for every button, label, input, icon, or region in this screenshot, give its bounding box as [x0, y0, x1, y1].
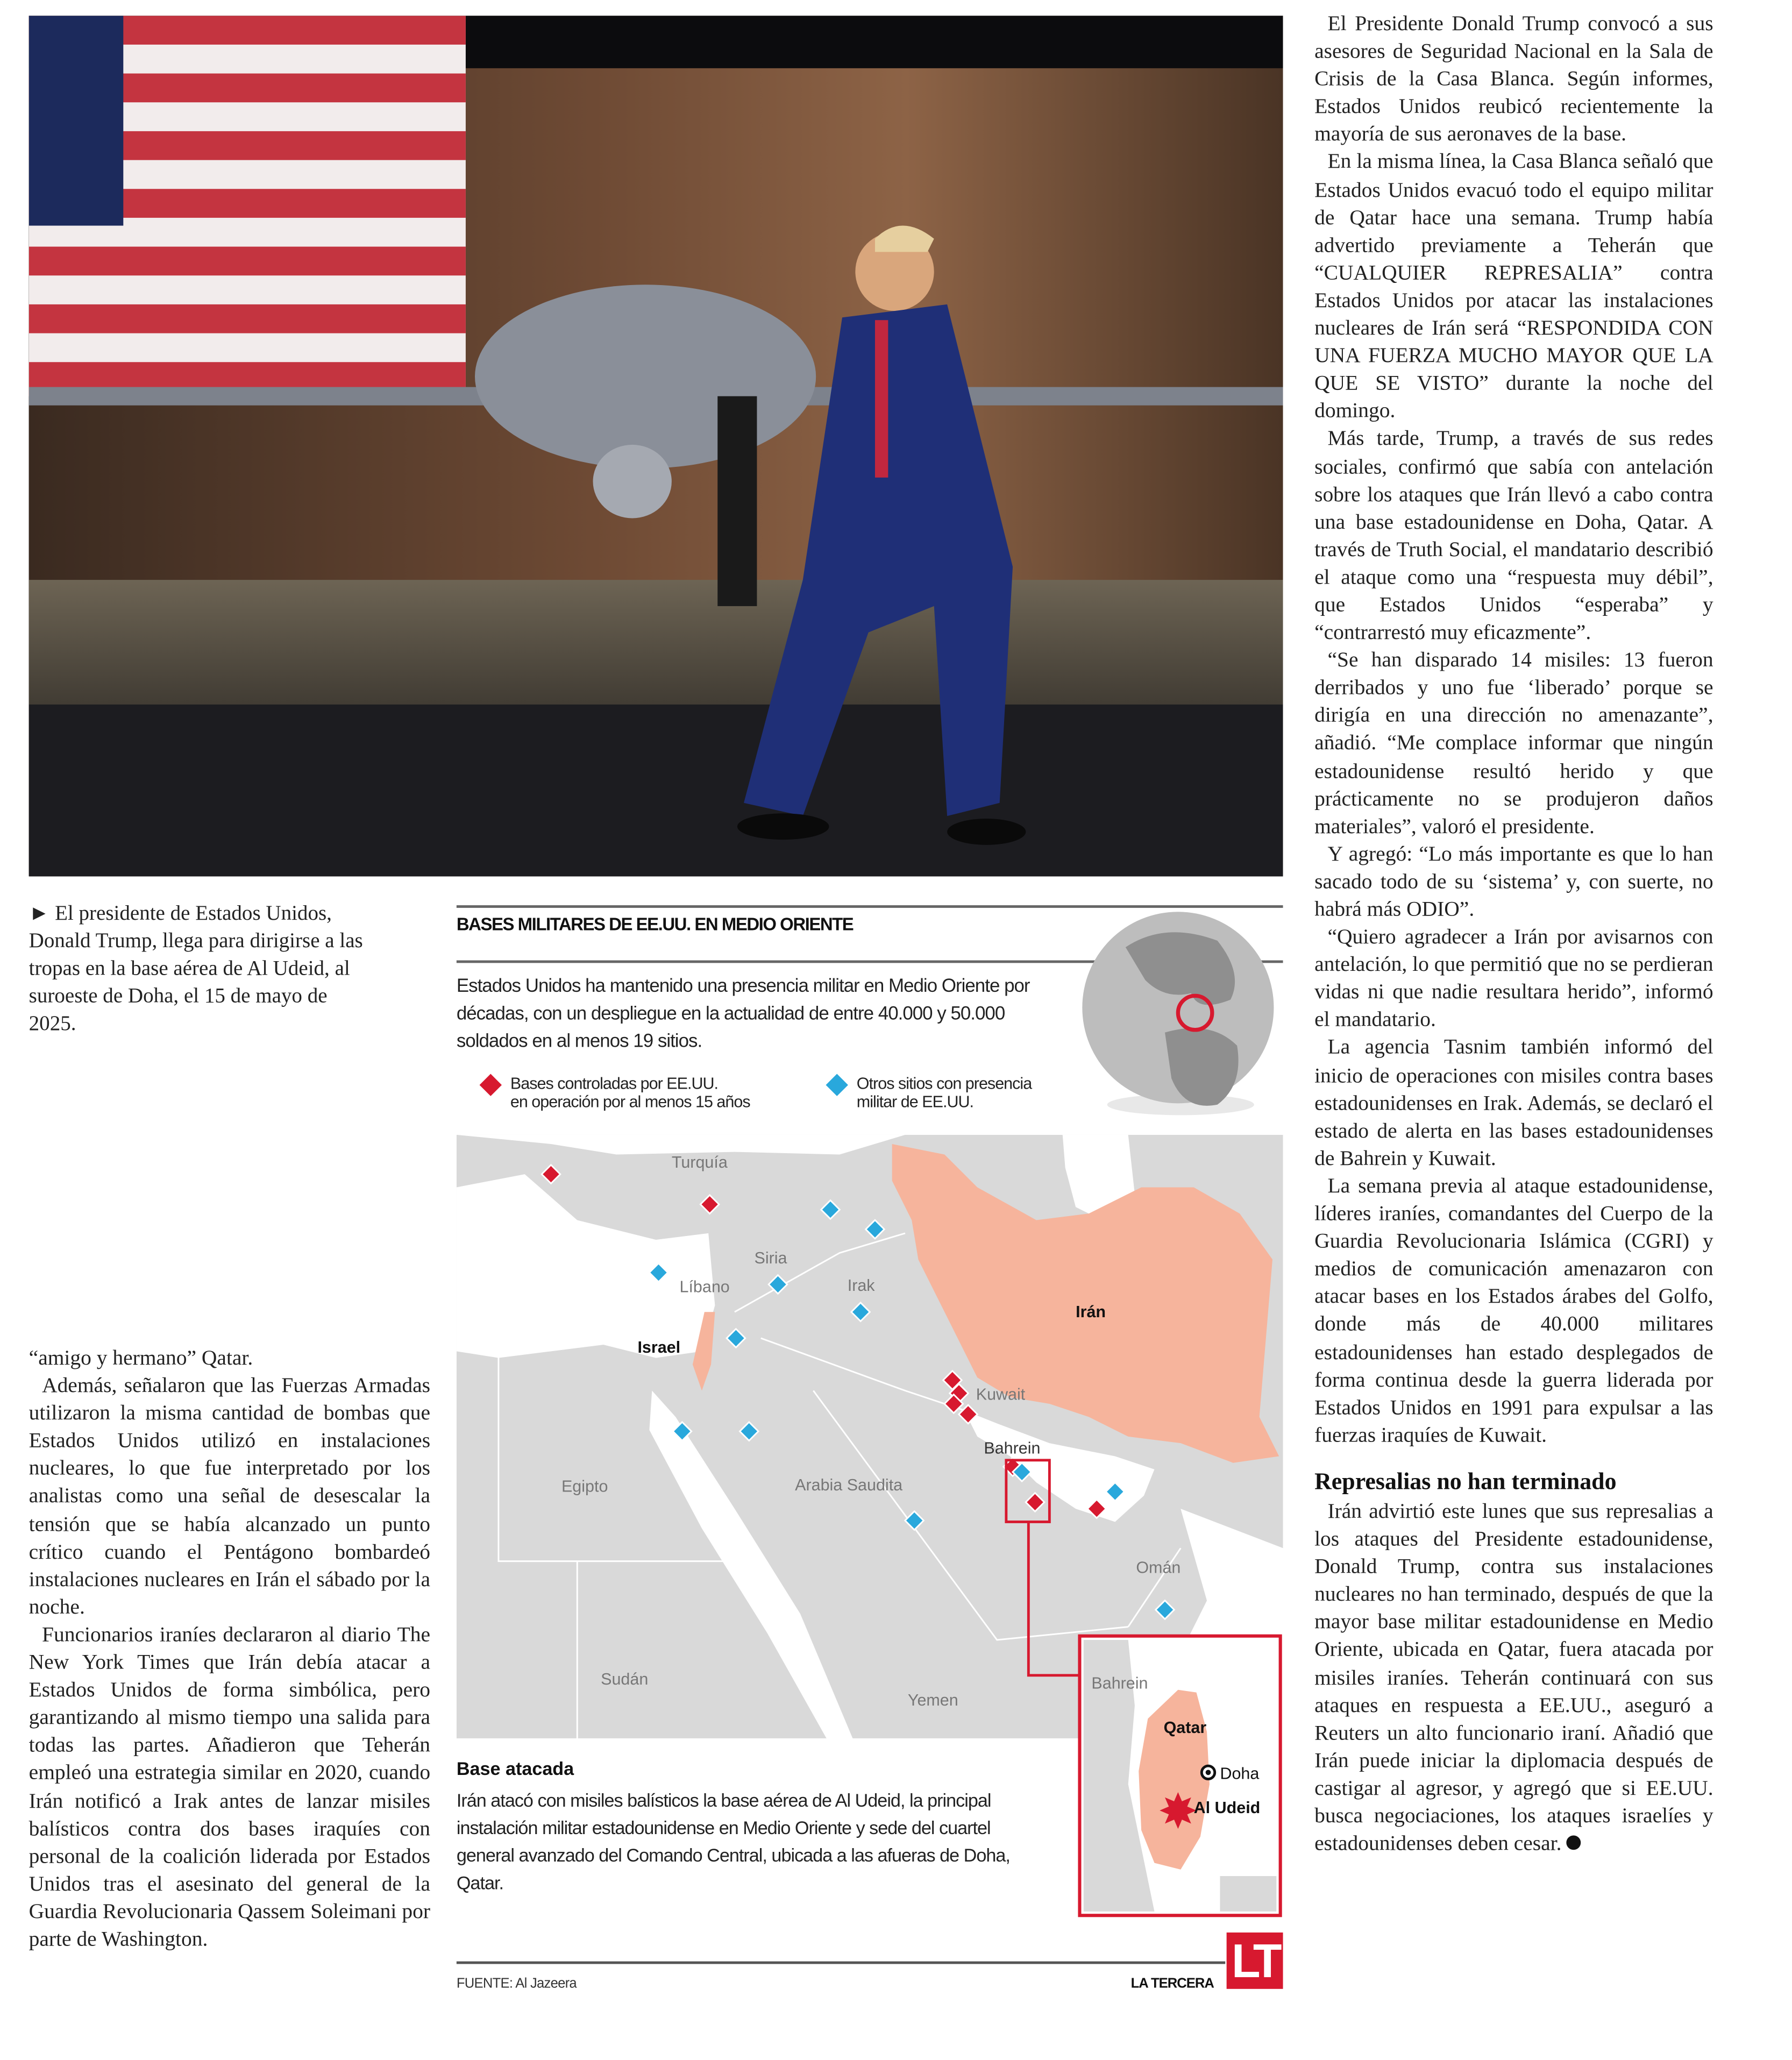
source-note: FUENTE: Al Jazeera [456, 1976, 577, 1992]
publisher-name: LA TERCERA [1130, 1976, 1214, 1992]
label-libano: Líbano [679, 1277, 730, 1296]
base-atacada-text: Irán atacó con misiles balísticos la base aérea de Al Udeid, la principal instalación militar estadounidense en Medio Oriente y sede del cuartel general avanzado del Comando Central, ubicada a las afueras de Doha, Qatar. [456, 1789, 1010, 1893]
photo-caption [29, 900, 367, 1038]
infographic-title: BASES MILITARES DE EE.UU. EN MEDIO ORIENTE [456, 914, 854, 934]
qatar-inset [1079, 1636, 1280, 1916]
label-egipto: Egipto [561, 1477, 608, 1496]
subheading: Represalias no han terminado [1314, 1468, 1617, 1494]
caption-marker: ► [29, 903, 50, 925]
paragraph: Además, señalaron que las Fuerzas Armadas utilizaron la misma cantidad de bombas que Estados Unidos utilizó en instalaciones nucleares, lo que fue interpretado por los analistas como una señal de desescalar la tensión que se había alcanzado un punto crítico cuando el Pentágono bombardeó instalaciones nucleares en Irán el sábado por la noche. [29, 1374, 431, 1619]
inset-label-doha: Doha [1220, 1764, 1260, 1783]
photo-trump-drone [29, 16, 1283, 876]
legend-us-bases [483, 1075, 750, 1111]
us-flag [29, 16, 466, 396]
left-column-article [29, 1345, 430, 1954]
la-tercera-logo: LT [1227, 1933, 1283, 1989]
divider [457, 1962, 1225, 1964]
paragraph-text: Irán advirtió este lunes que sus represalias a los ataques del Presidente estadounidense, Donald Trump, contra sus instalaciones nucleares no han terminado, después de que la mayor base militar estadounidense en Medio Oriente, ubicada en Qatar, fuera atacada por misiles iraníes. Teherán continuará con sus ataques en respuesta a EE.UU., aseguró a Reuters un alto funcionario iraní. Añadió que Irán puede iniciar la diplomacia después de castigar al agresor, y agregó que si EE.UU. busca negociaciones, los ataques israelíes y estadounidenses deben cesar. [1314, 1499, 1713, 1856]
label-sudan: Sudán [601, 1670, 649, 1688]
label-turquia: Turquía [671, 1153, 728, 1171]
paragraph: “Se han disparado 14 misiles: 13 fueron derribados y uno fue ‘liberado’ porque se dirigía en una dirección no amenazante”, añadió. “Me complace informar que ningún estadounidense resultó herido y que prácticamente no se produjeron daños materiales”, valoró el presidente. [1314, 648, 1713, 838]
paragraph: “amigo y hermano” Qatar. [29, 1346, 253, 1370]
globe-locator [1073, 908, 1283, 1131]
legend-label: Otros sitios con presencia [856, 1074, 1032, 1093]
inset-label-al-udeid: Al Udeid [1193, 1798, 1261, 1817]
paragraph: Más tarde, Trump, a través de sus redes sociales, confirmó que sabía con antelación sobre los ataques que Irán llevó a cabo contra una base estadounidense en Doha, Qatar. A través de Truth Social, el mandatario describió el ataque como una “respuesta muy débil”, que Estados Unidos “esperaba” y “contrarrestó muy eficazmente”. [1314, 427, 1713, 644]
caption-text: El presidente de Estados Unidos, Donald Trump, llega para dirigirse a las tropas en la base aérea de Al Udeid, al suroeste de Doha, el 15 de mayo de 2025. [29, 903, 363, 1035]
infographic-intro: Estados Unidos ha mantenido una presencia militar en Medio Oriente por décadas, con un despliegue en la actualidad de entre 40.000 y 50.000 soldados en al menos 19 sitios. [456, 976, 1030, 1053]
infographic [457, 903, 1283, 1998]
paragraph: El Presidente Donald Trump convocó a sus asesores de Seguridad Nacional en la Sala de Crisis de la Casa Blanca. Según informes, Estados Unidos reubicó recientemente la mayoría de sus aeronaves de la base. [1314, 11, 1713, 146]
paragraph: Y agregó: “Lo más importante es que lo han sacado todo de su ‘sistema’ y, con suerte, no habrá más ODIO”. [1314, 842, 1713, 921]
red-diamond-icon [480, 1074, 502, 1096]
paragraph [1314, 1498, 1713, 1858]
label-siria: Siria [754, 1248, 787, 1267]
blue-diamond-icon [826, 1074, 848, 1096]
label-yemen: Yemen [907, 1690, 958, 1709]
inset-label-bahrein: Bahrein [1091, 1674, 1148, 1693]
legend-label: en operación por al menos 15 años [510, 1092, 750, 1112]
paragraph: La semana previa al ataque estadounidense, líderes iraníes, comandantes del Cuerpo de la Guardia Revolucionaria Islámica (CGRI) y medios de comunicación amenazaron con atacar bases en los Estados árabes del Golfo, donde más de 40.000 militares estadounidenses han estado desplegados de forma continua desde la guerra liderada por Estados Unidos en 1991 para expulsar a las fuerzas iraquíes de Kuwait. [1314, 1174, 1713, 1447]
legend-other-sites [829, 1075, 1032, 1111]
label-bahrein: Bahrein [984, 1439, 1041, 1458]
paragraph: La agencia Tasnim también informó del inicio de operaciones con misiles contra bases estadounidenses en Irak. Además, se declaró el estado de alerta en las bases estadounidenses de Bahrein y Kuwait. [1314, 1035, 1713, 1170]
label-iran: Irán [1076, 1302, 1106, 1321]
base-atacada-title: Base atacada [456, 1758, 574, 1779]
label-oman: Omán [1136, 1558, 1181, 1577]
label-arabia: Arabia Saudita [795, 1475, 903, 1494]
paragraph: Funcionarios iraníes declararon al diario The New York Times que Irán debía atacar a Estados Unidos de forma simbólica, pero garantizando al mismo tiempo una salida para todas las partes. Añadieron que Teherán empleó una estrategia similar en 2020, cuando Irán notificó a Irak antes de lanzar misiles balísticos contra dos bases iraquíes con personal de la coalición liderada por Estados Unidos tras el asesinato del general de la Guardia Revolucionaria Qassem Soleimani por parte de Washington. [29, 1623, 431, 1951]
paragraph: “Quiero agradecer a Irán por avisarnos con antelación, lo que permitió que no se perdieran vidas ni que nadie resultara herido”, informó el mandatario. [1314, 925, 1713, 1032]
divider [457, 905, 1283, 907]
photo-illustration [29, 16, 1283, 876]
inset-label-qatar: Qatar [1163, 1718, 1207, 1737]
legend-label: militar de EE.UU. [856, 1092, 974, 1112]
label-israel: Israel [637, 1338, 681, 1356]
end-mark-icon [1567, 1836, 1581, 1850]
explosion-icon [1160, 1792, 1196, 1829]
right-column-article [1314, 11, 1713, 1858]
label-irak: Irak [847, 1276, 875, 1295]
legend-label: Bases controladas por EE.UU. [510, 1074, 719, 1093]
paragraph: En la misma línea, la Casa Blanca señaló que Estados Unidos evacuó todo el equipo militar de Qatar hace una semana. Trump había advertido previamente a Teherán que “CUALQUIER REPRESALIA” contra Estados Unidos por atacar las instalaciones nucleares de Irán será “RESPONDIDA CON UNA FUERZA MUCHO MAYOR QUE LA QUE SE VISTO” durante la noche del domingo. [1314, 150, 1713, 423]
label-kuwait: Kuwait [976, 1385, 1026, 1404]
